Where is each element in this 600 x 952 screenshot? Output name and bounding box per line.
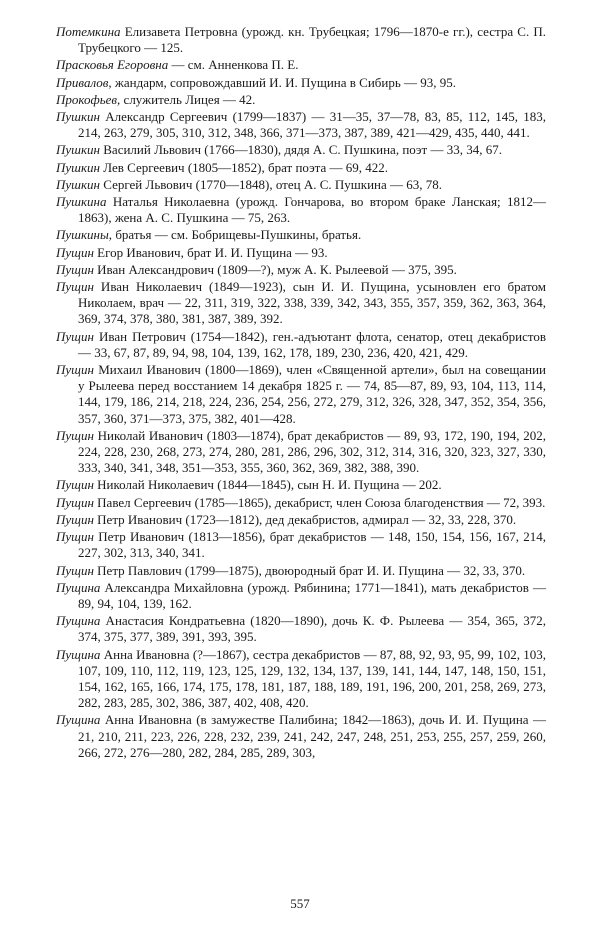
index-entry: [56, 24, 546, 56]
entry-name: Пушкины,: [56, 227, 113, 243]
index-entry: [56, 580, 546, 612]
entry-name: Прокофьев,: [56, 91, 121, 107]
entry-name: Пушкина: [56, 194, 107, 210]
entry-name: Пущин: [56, 562, 94, 578]
entry-name: Пущина: [56, 712, 101, 728]
entry-name: Пущин: [56, 529, 94, 545]
entry-text: Николай Иванович (1803—1874), брат декабристов — 89, 93, 172, 190, 194, 202, 224, 228, 230, 268, 273, 274, 280, 281, 286, 296, 302, 312, 314, 316, 320, 323, 327, 330, 333, 340, 341, 348, 351—353, 355, 360, 362, 369, 382, 388, 390.: [78, 427, 546, 476]
entry-text: — см. Анненкова П. Е.: [168, 57, 299, 73]
entry-name: Пушкин: [56, 142, 101, 158]
entry-text: Анна Ивановна (?—1867), сестра декабристов — 87, 88, 92, 93, 95, 99, 102, 103, 107, 109, 110, 112, 119, 123, 125, 129, 132, 134, 137, 139, 141, 144, 147, 148, 150, 151, 154, 162, 165, 166, 174, 175, 178, 181, 187, 188, 189, 191, 196, 200, 201, 258, 269, 273, 282, 283, 285, 302, 386, 387, 402, 408, 420.: [78, 646, 546, 711]
entry-name: Пушкин: [56, 176, 101, 192]
entry-name: Пущин: [56, 328, 94, 344]
entry-name: Пущин: [56, 244, 94, 260]
entry-name: Пушкин: [56, 159, 101, 175]
entry-name: Прасковья Егоровна: [56, 57, 169, 73]
entry-text: Наталья Николаевна (урожд. Гончарова, во втором браке Ланская; 1812—1863), жена А. С. Пушкина — 75, 263.: [78, 194, 546, 226]
entry-text: Иван Александрович (1809—?), муж А. К. Рылеевой — 375, 395.: [93, 261, 457, 277]
entry-name: Пущина: [56, 646, 101, 662]
entry-name: Пущин: [56, 279, 94, 295]
index-entry: [56, 362, 546, 427]
entry-text: братья — см. Бобрищевы-Пушкины, братья.: [112, 227, 362, 243]
index-entry: [56, 245, 546, 261]
entry-text: жандарм, сопровождавший И. И. Пущина в Сибирь — 93, 95.: [111, 74, 457, 90]
entry-name: Пущин: [56, 511, 94, 527]
entry-name: Потемкина: [56, 24, 121, 39]
page-number: 557: [290, 896, 310, 911]
entry-text: Петр Иванович (1723—1812), дед декабристов, адмирал — 32, 33, 228, 370.: [93, 511, 517, 527]
entry-name: Пущина: [56, 613, 101, 629]
index-entry: [56, 477, 546, 493]
index-entry: [56, 75, 546, 91]
entry-text: Елизавета Петровна (урожд. кн. Трубецкая; 1796—1870-е гг.), сестра С. П. Трубецкого — 125.: [78, 24, 546, 56]
index-entry: [56, 428, 546, 477]
entry-text: Александра Михайловна (урожд. Рябинина; 1771—1841), мать декабристов — 89, 94, 104, 139, 162.: [78, 579, 546, 611]
index-entry: [56, 529, 546, 561]
entry-name: Пущин: [56, 362, 94, 378]
entry-text: Николай Николаевич (1844—1845), сын Н. И. Пущина — 202.: [93, 477, 442, 493]
index-entry: [56, 279, 546, 328]
entry-name: Привалов,: [56, 74, 112, 90]
entry-text: Егор Иванович, брат И. И. Пущина — 93.: [93, 244, 328, 260]
entry-text: Сергей Львович (1770—1848), отец А. С. Пушкина — 63, 78.: [100, 176, 443, 192]
entry-text: Лев Сергеевич (1805—1852), брат поэта — 69, 422.: [100, 159, 389, 175]
entry-name: Пущин: [56, 477, 94, 493]
entry-text: Василий Львович (1766—1830), дядя А. С. Пушкина, поэт — 33, 34, 67.: [100, 142, 502, 158]
index-entry: [56, 142, 546, 158]
index-entry: [56, 92, 546, 108]
entry-name: Пущина: [56, 579, 101, 595]
index-entry: [56, 647, 546, 712]
index-entry: [56, 329, 546, 361]
entry-text: Петр Павлович (1799—1875), двоюродный брат И. И. Пущина — 32, 33, 370.: [93, 562, 526, 578]
entry-text: Павел Сергеевич (1785—1865), декабрист, член Союза благоденствия — 72, 393.: [93, 494, 546, 510]
index-entry: [56, 563, 546, 579]
entry-text: Иван Петрович (1754—1842), ген.-адъютант флота, сенатор, отец декабристов — 33, 67, 87, 89, 94, 98, 104, 139, 162, 178, 189, 230, 236, 420, 421, 429.: [78, 328, 546, 360]
index-entry: [56, 712, 546, 761]
entry-name: Пущин: [56, 494, 94, 510]
index-entry: [56, 109, 546, 141]
index-entry: [56, 613, 546, 645]
entry-text: Михаил Иванович (1800—1869), член «Священной артели», был на совещании у Рылеева перед восстанием 14 декабря 1825 г. — 74, 85—87, 89, 93, 104, 113, 114, 144, 179, 186, 214, 218, 224, 236, 254, 256, 272, 279, 312, 326, 328, 347, 352, 354, 356, 357, 360, 371—373, 375, 382, 401—428.: [78, 362, 546, 426]
entry-text: служитель Лицея — 42.: [120, 91, 256, 107]
index-entry: [56, 495, 546, 511]
index-entry: [56, 160, 546, 176]
index-entry: [56, 57, 546, 73]
entry-name: Пущин: [56, 261, 94, 277]
entry-name: Пушкин: [56, 109, 101, 125]
index-entry: [56, 227, 546, 243]
entry-text: Александр Сергеевич (1799—1837) — 31—35, 37—78, 83, 85, 112, 145, 183, 214, 263, 279, 305, 310, 312, 348, 366, 371—373, 387, 389, 421—429, 435, 440, 441.: [78, 109, 546, 141]
entry-text: Анна Ивановна (в замужестве Палибина; 1842—1863), дочь И. И. Пущина — 21, 210, 211, 223, 226, 228, 232, 239, 241, 242, 247, 248, 251, 253, 255, 257, 259, 260, 266, 272, 276—280, 282, 284, 285, 289, 303,: [78, 712, 546, 760]
entry-text: Анастасия Кондратьевна (1820—1890), дочь К. Ф. Рылеева — 354, 365, 372, 374, 375, 377, 389, 391, 393, 395.: [78, 613, 546, 645]
entry-text: Петр Иванович (1813—1856), брат декабристов — 148, 150, 154, 156, 167, 214, 227, 302, 313, 340, 341.: [78, 529, 546, 561]
index-entry: [56, 512, 546, 528]
index-entry: [56, 177, 546, 193]
index-entry: [56, 262, 546, 278]
entry-text: Иван Николаевич (1849—1923), сын И. И. Пущина, усыновлен его братом Николаем, врач — 22, 311, 319, 322, 338, 339, 342, 343, 355, 357, 359, 362, 363, 364, 369, 374, 378, 380, 381, 387, 389, 392.: [78, 279, 546, 327]
entry-name: Пущин: [56, 427, 94, 443]
index-entry: [56, 194, 546, 226]
index-page: [56, 24, 546, 762]
